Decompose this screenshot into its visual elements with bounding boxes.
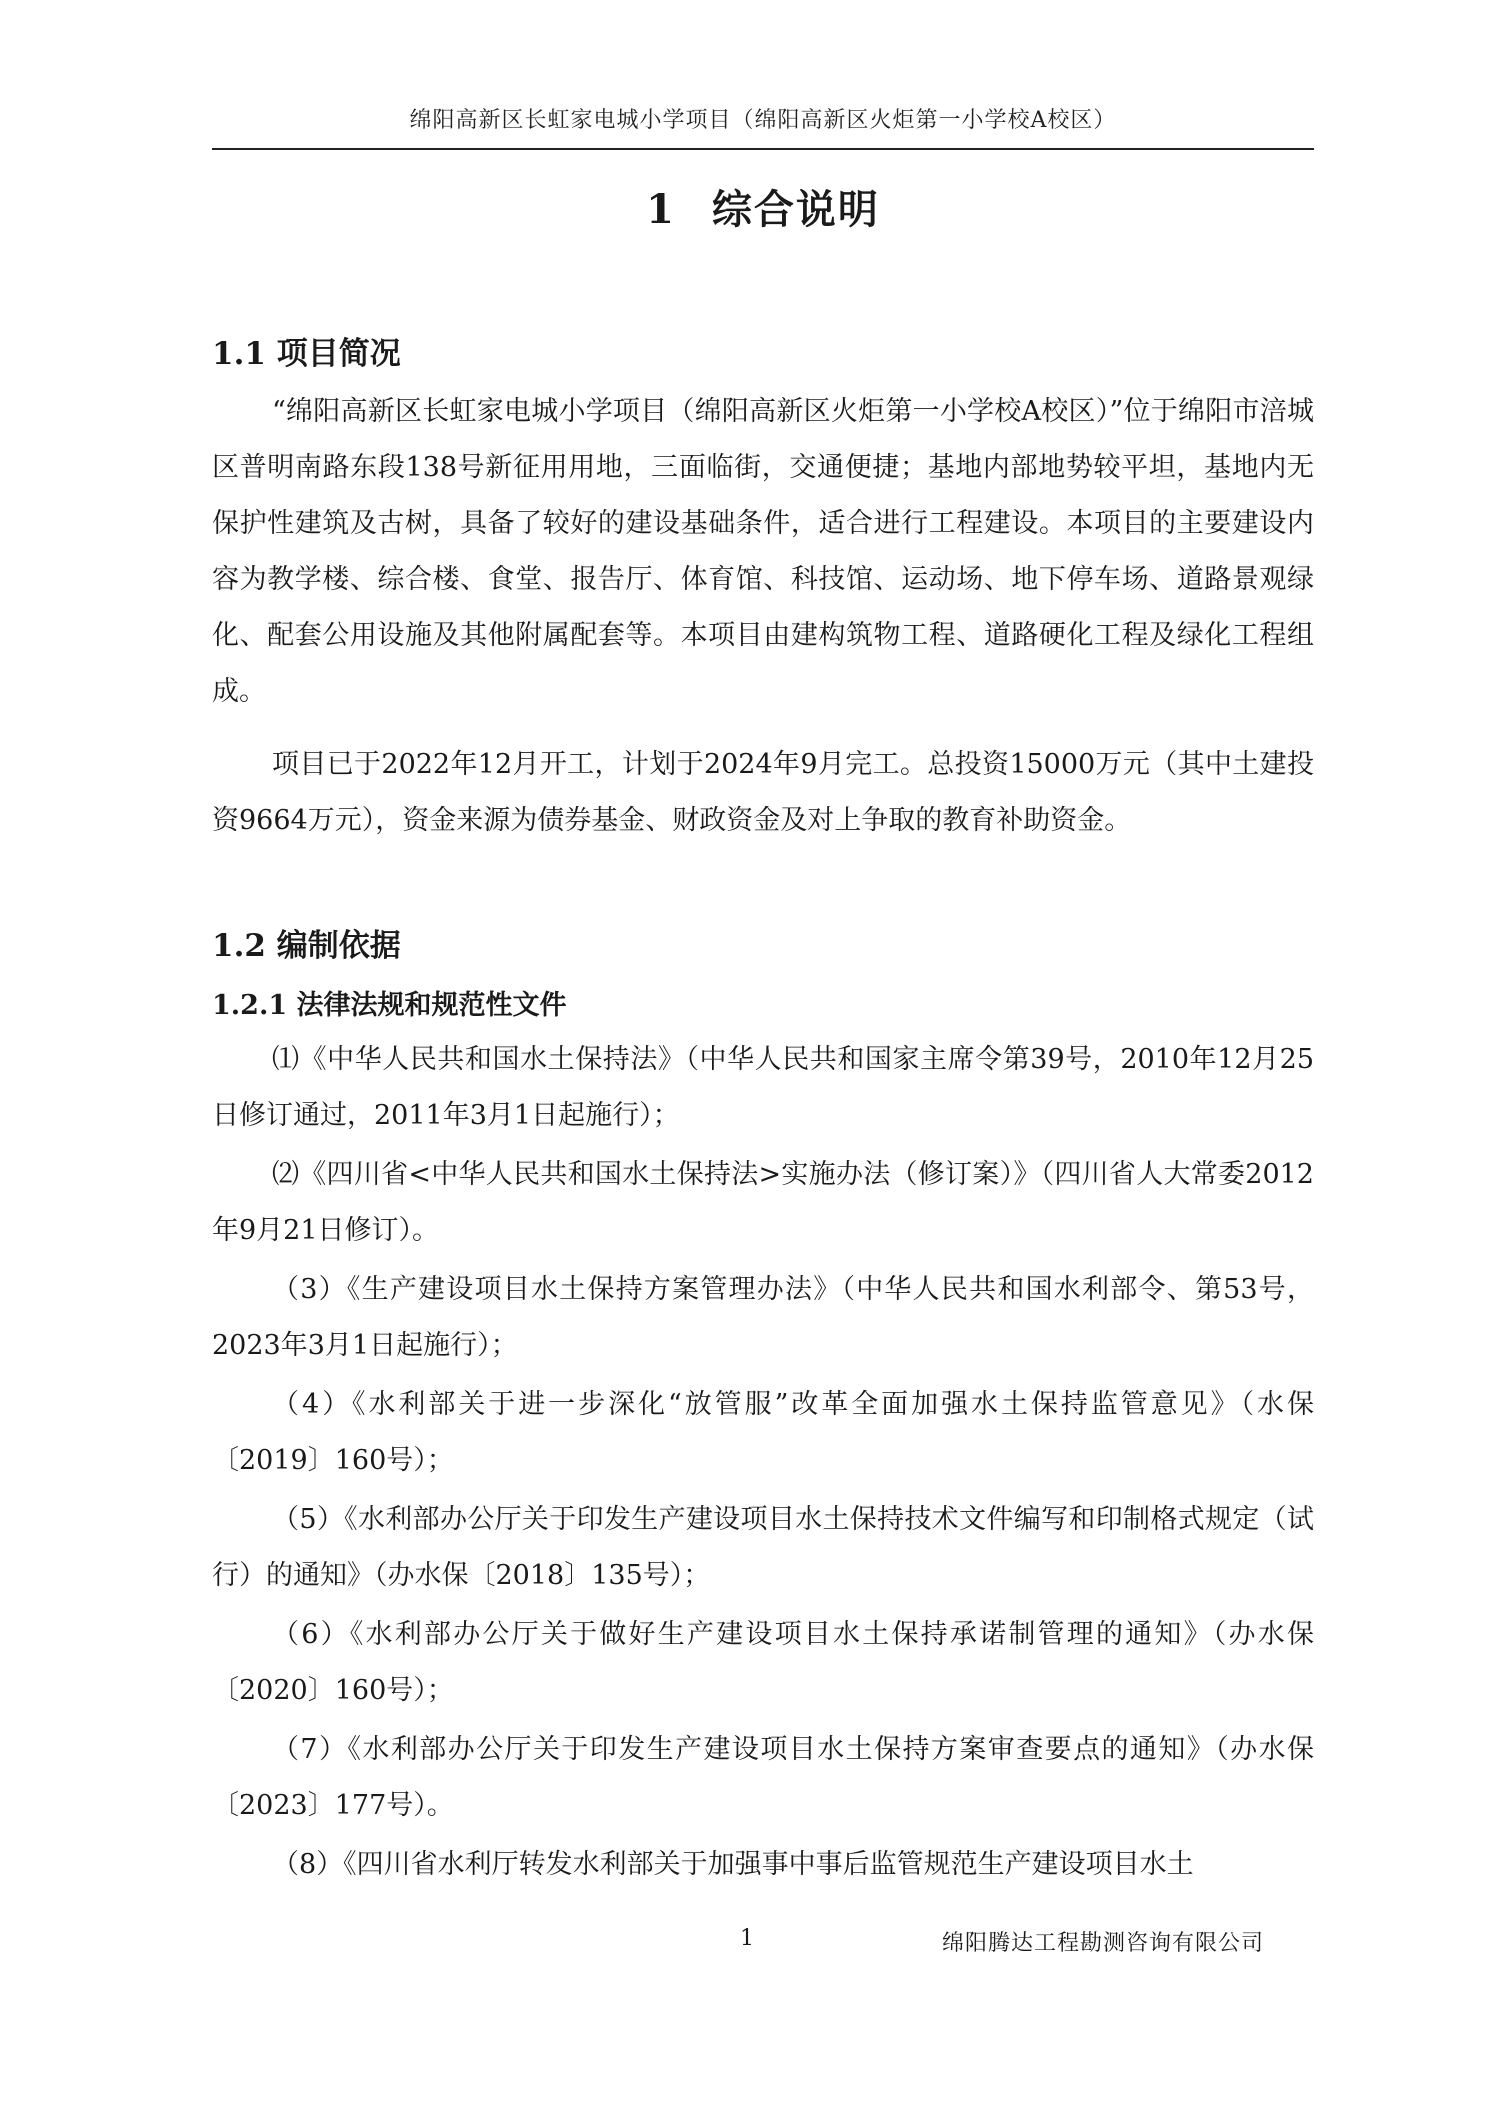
- header-rule: [212, 148, 1314, 150]
- list-item-basis-3: （3）《生产建设项目水土保持方案管理办法》（中华人民共和国水利部令、第53号，2023年3月1日起施行）；: [212, 1274, 1314, 1361]
- paragraph-project-overview: “绵阳高新区长虹家电城小学项目（绵阳高新区火炬第一小学校A校区）”位于绵阳市涪城区普明南路东段138号新征用用地，三面临街，交通便捷；基地内部地势较平坦，基地内无保护性建筑及古树，具备了较好的建设基础条件，适合进行工程建设。本项目的主要建设内容为教学楼、综合楼、食堂、报告厅、体育馆、科技馆、运动场、地下停车场、道路景观绿化、配套公用设施及其他附属配套等。本项目由建构筑物工程、道路硬化工程及绿化工程组成。: [212, 396, 1314, 707]
- footer-company: 绵阳腾达工程勘测咨询有限公司: [942, 1931, 1265, 1956]
- chapter-title: [212, 178, 1314, 235]
- list-item-basis-2: ⑵《四川省<中华人民共和国水土保持法>实施办法（修订案）》（四川省人大常委2012年9月21日修订）。: [212, 1159, 1314, 1246]
- chapter-number: 1: [646, 186, 676, 233]
- section-heading-1-2: 1.2 编制依据: [212, 928, 401, 964]
- list-item-basis-4: （4）《水利部关于进一步深化“放管服”改革全面加强水土保持监管意见》（水保〔2019〕160号）；: [212, 1389, 1314, 1476]
- list-item-basis-7: （7）《水利部办公厅关于印发生产建设项目水土保持方案审查要点的通知》（办水保〔2023〕177号）。: [212, 1734, 1314, 1821]
- running-header: 绵阳高新区长虹家电城小学项目（绵阳高新区火炬第一小学校A校区）: [409, 108, 1117, 133]
- list-item-basis-5: （5）《水利部办公厅关于印发生产建设项目水土保持技术文件编写和印制格式规定（试行）的通知》（办水保〔2018〕135号）；: [212, 1504, 1314, 1591]
- list-item-basis-8: （8）《四川省水利厅转发水利部关于加强事中事后监管规范生产建设项目水土: [272, 1849, 1194, 1880]
- subsection-heading-1-2-1: 1.2.1 法律法规和规范性文件: [212, 990, 567, 1021]
- section-heading-1-1: 1.1 项目简况: [212, 336, 401, 372]
- page-number: 1: [740, 1926, 754, 1951]
- list-item-basis-6: （6）《水利部办公厅关于做好生产建设项目水土保持承诺制管理的通知》（办水保〔2020〕160号）；: [212, 1619, 1314, 1706]
- paragraph-schedule-investment: 项目已于2022年12月开工，计划于2024年9月完工。总投资15000万元（其中土建投资9664万元），资金来源为债券基金、财政资金及对上争取的教育补助资金。: [212, 749, 1314, 836]
- list-item-basis-1: ⑴《中华人民共和国水土保持法》（中华人民共和国家主席令第39号，2010年12月25日修订通过，2011年3月1日起施行）；: [212, 1044, 1314, 1131]
- chapter-name: 综合说明: [711, 186, 880, 233]
